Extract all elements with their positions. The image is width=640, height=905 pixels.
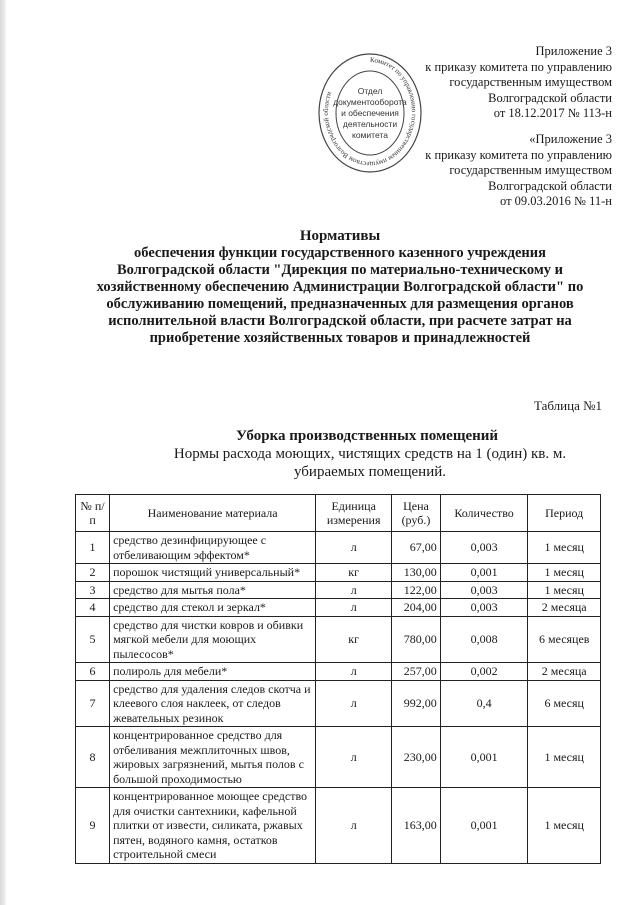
scan-edge [0,0,6,905]
appendix-line: от 09.03.2016 № 11-н [500,194,612,208]
cell-period: 2 месяца [528,599,601,617]
appendix-line: к приказу комитета по управлению [425,59,612,74]
norms-table [75,494,601,864]
table-row [76,727,601,788]
cell-qty: 0,003 [440,581,528,599]
title-line: Волгоградской области "Дирекция по материально-техническому и [116,262,564,278]
appendix-header-previous [425,132,612,210]
cell-num: 2 [76,564,110,582]
title-line: исполнительной власти Волгоградской области, при расчете затрат на [108,313,572,329]
subtitle-line: убираемых помещений. [293,464,447,480]
section-subtitle [160,445,580,481]
cell-name: концентрированное моющее средство для очистки сантехники, кафельной плитки от извести, силиката, ржавых пятен, водяного камня, остатков строительной смеси [110,788,316,864]
cell-unit: л [316,581,392,599]
cell-period: 6 месяцев [528,616,601,663]
cell-name: полироль для мебели* [110,663,316,681]
cell-name: средство дезинфицирующее с отбеливающим эффектом* [110,532,316,564]
cell-unit: л [316,788,392,864]
stamp-center-text: и обеспечения [341,108,399,118]
table-row [76,532,601,564]
cell-period: 1 месяц [528,727,601,788]
cell-qty: 0,001 [440,564,528,582]
table-row [76,616,601,663]
appendix-line: к приказу комитета по управлению [425,147,612,162]
subtitle-line: Нормы расхода моющих, чистящих средств на 1 (один) кв. м. [173,446,567,462]
cell-price: 122,00 [392,581,440,599]
table-row [76,564,601,582]
header-price: Цена (руб.) [392,495,440,532]
appendix-line: государственным имуществом [449,75,612,89]
table-row [76,581,601,599]
table-number: Таблица №1 [533,398,602,413]
cell-unit: л [316,599,392,617]
cell-unit: л [316,663,392,681]
cell-qty: 0,001 [440,788,528,864]
cell-num: 5 [76,616,110,663]
cell-price: 230,00 [392,727,440,788]
section-title: Уборка производственных помещений [236,428,499,444]
cell-price: 780,00 [392,616,440,663]
cell-num: 7 [76,680,110,727]
cell-period: 1 месяц [528,532,601,564]
cell-name: порошок чистящий универсальный* [110,564,316,582]
cell-price: 163,00 [392,788,440,864]
cell-qty: 0,003 [440,599,528,617]
cell-num: 3 [76,581,110,599]
cell-name: средство для мытья пола* [110,581,316,599]
cell-name: концентрированное средство для отбеливания межплиточных швов, жировых загрязнений, мытья полов с большой проходимостью [110,727,316,788]
cell-qty: 0,001 [440,727,528,788]
stamp-ring-text: Комитет по управлению государственным имуществом Волгоградской области [321,55,419,169]
cell-name: средство для чистки ковров и обивки мягкой мебели для моющих пылесосов* [110,616,316,663]
cell-unit: л [316,727,392,788]
table-row [76,663,601,681]
stamp-center-text: документооборота [333,97,407,107]
cell-name: средство для стекол и зеркал* [110,599,316,617]
stamp-center-text: комитета [352,130,388,140]
table-row [76,680,601,727]
department-stamp [316,50,424,176]
cell-period: 1 месяц [528,788,601,864]
table-header-row [76,495,601,532]
cell-qty: 0,008 [440,616,528,663]
title-line: Нормативы [299,228,381,244]
cell-name: средство для удаления следов скотча и клеевого слоя наклеек, от следов жевательных резинок [110,680,316,727]
stamp-center-text: деятельности [342,119,398,129]
cell-num: 6 [76,663,110,681]
cell-period: 1 месяц [528,564,601,582]
cell-num: 4 [76,599,110,617]
appendix-header-current [425,44,612,122]
cell-period: 1 месяц [528,581,601,599]
table-row [76,788,601,864]
cell-price: 67,00 [392,532,440,564]
cell-unit: л [316,680,392,727]
stamp-center-text: Отдел [357,86,383,96]
appendix-line: Приложение 3 [535,44,612,58]
title-line: приобретение хозяйственных товаров и принадлежностей [149,330,531,346]
cell-price: 204,00 [392,599,440,617]
appendix-line: «Приложение 3 [529,132,612,146]
cell-price: 992,00 [392,680,440,727]
cell-qty: 0,003 [440,532,528,564]
appendix-line: Волгоградской области [488,90,612,105]
appendix-line: от 18.12.2017 № 113-н [493,106,612,120]
cell-unit: л [316,532,392,564]
cell-unit: кг [316,616,392,663]
title-line: хозяйственному обеспечению Администрации Волгоградской области" по [96,279,584,295]
appendix-line: Волгоградской области [488,178,612,193]
header-qty: Количество [440,495,528,532]
cell-unit: кг [316,564,392,582]
document-title [70,228,610,347]
header-period: Период [528,495,601,532]
title-line: обеспечения функции государственного казенного учреждения [134,245,546,261]
appendix-line: государственным имуществом [449,163,612,177]
table-row [76,599,601,617]
cell-price: 130,00 [392,564,440,582]
header-name: Наименование материала [110,495,316,532]
cell-period: 6 месяц [528,680,601,727]
cell-num: 1 [76,532,110,564]
cell-period: 2 месяца [528,663,601,681]
cell-price: 257,00 [392,663,440,681]
header-unit: Единица измерения [316,495,392,532]
cell-qty: 0,002 [440,663,528,681]
title-line: обслуживанию помещений, предназначенных для размещения органов [106,296,574,312]
cell-qty: 0,4 [440,680,528,727]
header-num: № п/п [76,495,110,532]
cell-num: 9 [76,788,110,864]
cell-num: 8 [76,727,110,788]
